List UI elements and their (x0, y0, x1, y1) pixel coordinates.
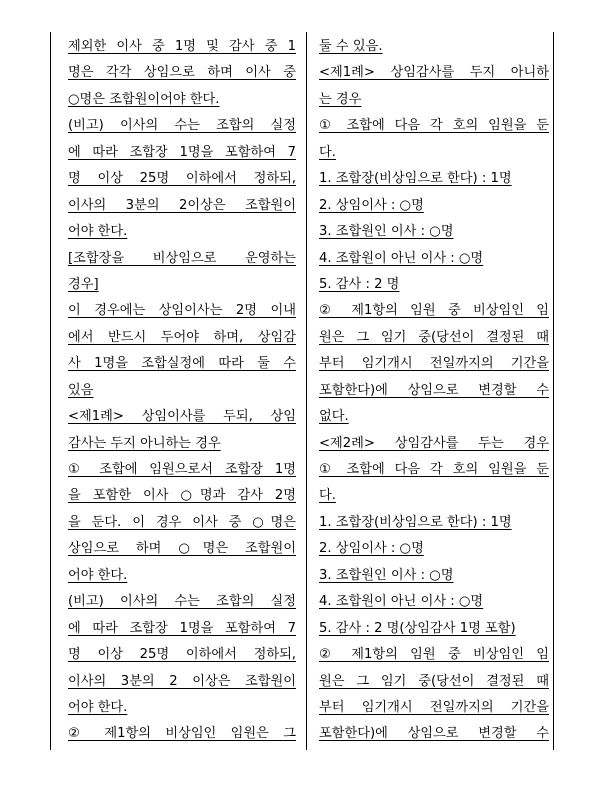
text-line-content: 에서 반드시 두어야 하며, 상임감 (68, 329, 296, 345)
text-line (68, 536, 296, 562)
text-line-content: 을 포함한 이사 ○명과 감사 2명 (68, 488, 296, 504)
text-line (68, 87, 296, 113)
text-line-content: 상임으로 하며 ○명은 조합원이 (68, 541, 296, 557)
text-line-content: 사 1명을 조합실정에 따라 둘 수 (68, 356, 296, 372)
text-line (319, 113, 549, 139)
text-line-content: 어야 한다. (68, 567, 128, 583)
text-line-content: ① 조합에 다음 각 호의 임원을 둔 (319, 118, 549, 134)
text-line-content: 는 경우 (319, 91, 362, 107)
text-line (68, 60, 296, 86)
text-line-content: 다. (319, 488, 336, 504)
right-border-rule (553, 32, 554, 750)
text-line-content: [조합장을 비상임으로 운영하는 (68, 250, 296, 266)
text-line (319, 87, 549, 113)
text-line-content: ② 제1항의 임원 중 비상임인 임 (319, 303, 549, 319)
column-divider-rule (306, 32, 307, 750)
text-line (319, 483, 549, 509)
text-line (319, 510, 549, 536)
text-line (68, 193, 296, 219)
text-line-content: 원은 그 임기 중(당선이 결정된 때 (319, 673, 549, 689)
text-line (319, 34, 549, 60)
text-line-content: 3. 조합원인 이사 : ○명 (319, 567, 454, 583)
text-line (319, 219, 549, 245)
text-line-content: 있음 (68, 382, 94, 398)
text-line-content: 5. 감사 : 2 명(상임감사 1명 포함) (319, 620, 516, 636)
text-line-content: ② 제1항의 비상임인 임원은 그 (68, 726, 296, 742)
text-line-content: 다. (319, 144, 336, 160)
text-line-content: 어야 한다. (68, 224, 128, 240)
text-line-content: 5. 감사 : 2 명 (319, 276, 400, 292)
left-text-column (68, 34, 296, 748)
text-line-content: ① 조합에 다음 각 호의 임원을 둔 (319, 462, 549, 477)
text-line (68, 721, 296, 747)
text-line-content: 감사는 두지 아니하는 경우 (68, 435, 221, 451)
text-line-content: ② 제1항의 임원 중 비상임인 임 (319, 647, 549, 663)
text-line (68, 642, 296, 668)
text-line-content: 1. 조합장(비상임으로 한다) : 1명 (319, 171, 512, 187)
text-line (68, 298, 296, 324)
text-line (68, 616, 296, 642)
text-line-content: 어야 한다. (68, 699, 128, 715)
text-line (319, 60, 549, 86)
text-line-content: 둘 수 있음. (319, 39, 383, 54)
text-line (319, 695, 549, 721)
right-text-column (319, 34, 549, 748)
text-line (319, 589, 549, 615)
text-line (68, 166, 296, 192)
text-line (68, 113, 296, 139)
text-line (68, 404, 296, 430)
text-line (319, 642, 549, 668)
text-line (68, 246, 296, 272)
text-line-content: 을 둔다. 이 경우 이사 중 ○명은 (68, 514, 296, 530)
text-line-content: ○명은 조합원이어야 한다. (68, 91, 220, 107)
text-line (319, 404, 549, 430)
text-line-content: 명 이상 25명 이하에서 정하되, (68, 647, 296, 663)
text-line (319, 166, 549, 192)
text-line-content: 부터 임기개시 전일까지의 기간을 (319, 699, 549, 715)
text-line-content: 이사의 3분의 2 이상은 조합원이 (68, 673, 296, 689)
text-line (68, 351, 296, 377)
text-line (319, 193, 549, 219)
text-line-content: 경우] (68, 276, 99, 292)
text-line-content: 부터 임기개시 전일까지의 기간을 (319, 356, 549, 372)
text-line (68, 669, 296, 695)
text-line-content: ① 조합에 임원으로서 조합장 1명 (68, 462, 296, 477)
text-line (319, 669, 549, 695)
text-line-content: 포함한다)에 상임으로 변경할 수 (319, 382, 549, 398)
text-line-content: (비고) 이사의 수는 조합의 실정 (68, 594, 296, 610)
text-line (68, 510, 296, 536)
text-line (68, 325, 296, 351)
text-line-content: 없다. (319, 409, 349, 425)
text-line (319, 351, 549, 377)
text-line (319, 325, 549, 351)
text-line (319, 721, 549, 747)
text-line (68, 219, 296, 245)
text-line-content: 에 따라 조합장 1명을 포함하여 7 (68, 620, 296, 636)
text-line-content: 포함한다)에 상임으로 변경할 수 (319, 726, 549, 742)
text-line-content: <제2례> 상임감사를 두는 경우 (319, 435, 549, 451)
text-line (319, 616, 549, 642)
text-line (319, 298, 549, 324)
text-line-content: 2. 상임이사 : ○명 (319, 197, 424, 213)
text-line-content: 에 따라 조합장 1명을 포함하여 7 (68, 144, 296, 160)
text-line-content: 명 이상 25명 이하에서 정하되, (68, 171, 296, 187)
text-line-content: 명은 각각 상임으로 하며 이사 중 (68, 65, 296, 81)
text-line-content: <제1례> 상임이사를 두되, 상임 (68, 409, 296, 425)
text-line (68, 431, 296, 457)
text-line-content: <제1례> 상임감사를 두지 아니하 (319, 65, 549, 81)
text-line (319, 378, 549, 404)
text-line (68, 378, 296, 404)
text-line (68, 695, 296, 721)
text-line-content: 1. 조합장(비상임으로 한다) : 1명 (319, 514, 512, 530)
text-line-content: 이 경우에는 상임이사는 2명 이내 (68, 303, 296, 319)
text-line (68, 140, 296, 166)
left-border-rule (50, 32, 51, 750)
text-line (68, 589, 296, 615)
text-line-content: 2. 상임이사 : ○명 (319, 541, 424, 557)
text-line (68, 457, 296, 483)
text-line-content: 제외한 이사 중 1명 및 감사 중 1 (68, 39, 296, 54)
text-line (68, 563, 296, 589)
text-line-content: 4. 조합원이 아닌 이사 : ○명 (319, 250, 484, 266)
text-line (319, 246, 549, 272)
text-line (319, 457, 549, 483)
text-line (319, 272, 549, 298)
text-line (68, 272, 296, 298)
text-line-content: (비고) 이사의 수는 조합의 실정 (68, 118, 296, 134)
text-line (319, 431, 549, 457)
text-line (319, 140, 549, 166)
text-line (68, 34, 296, 60)
text-line-content: 3. 조합원인 이사 : ○명 (319, 224, 454, 240)
text-line (319, 563, 549, 589)
text-line (319, 536, 549, 562)
text-line-content: 원은 그 임기 중(당선이 결정된 때 (319, 329, 549, 345)
text-line-content: 4. 조합원이 아닌 이사 : ○명 (319, 594, 484, 610)
text-line-content: 이사의 3분의 2이상은 조합원이 (68, 197, 296, 213)
text-line (68, 483, 296, 509)
